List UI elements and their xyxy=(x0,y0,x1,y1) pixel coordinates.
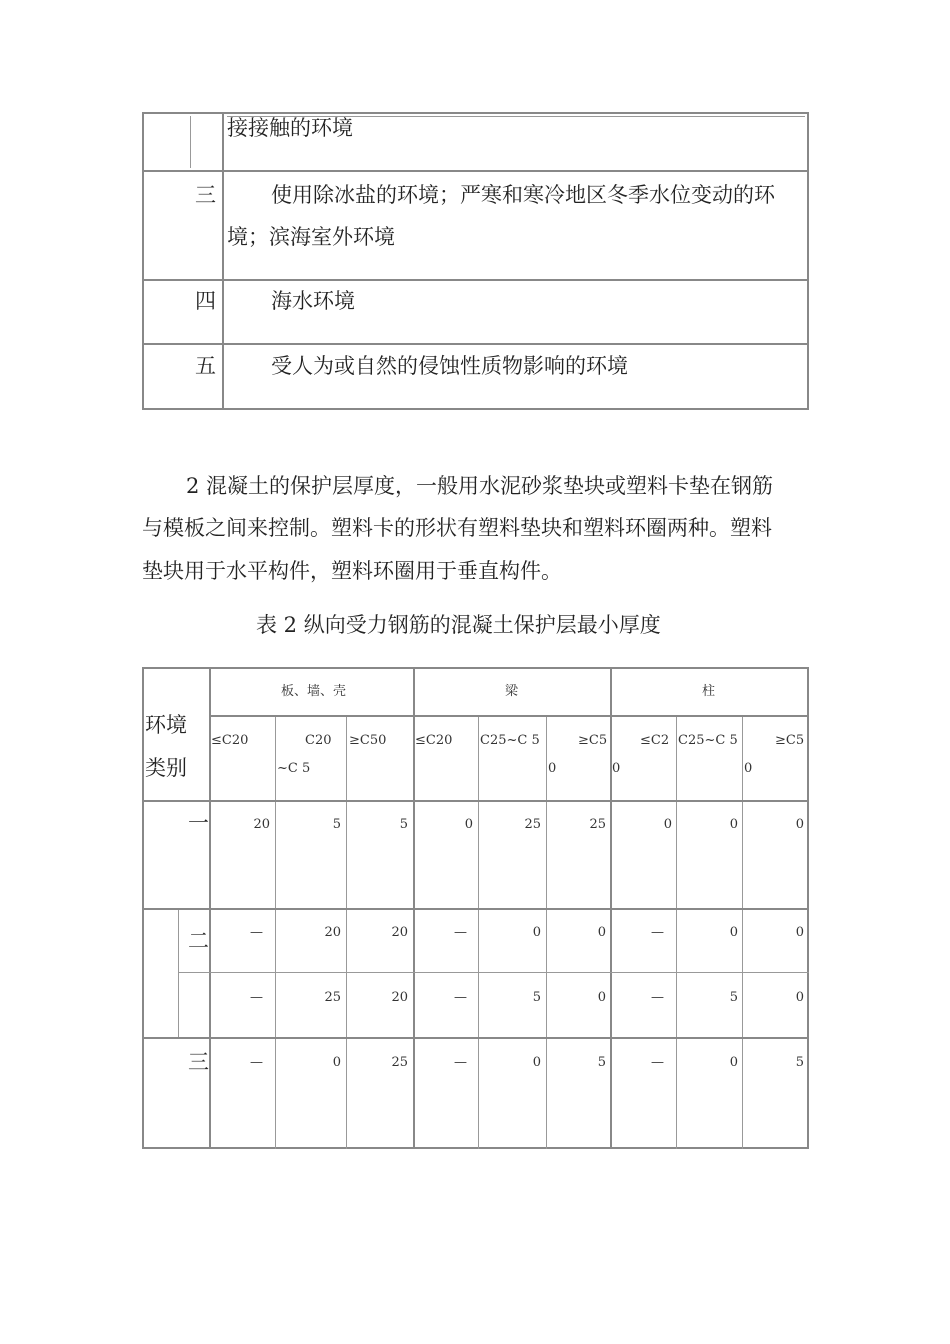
table2-divider xyxy=(742,716,743,1149)
subheader: ≤C2 xyxy=(640,733,670,748)
subheader: ≥C5 xyxy=(775,733,805,748)
table2-divider xyxy=(142,908,809,910)
table2-divider xyxy=(478,716,479,1149)
table-cell-value: 5 xyxy=(597,1055,606,1070)
table-cell-value: — xyxy=(250,990,263,1005)
table-cell-value: 5 xyxy=(332,817,341,832)
table-cell-value: 5 xyxy=(532,990,541,1005)
table-cell-value: — xyxy=(651,925,664,940)
row-class-label: 一 xyxy=(188,811,209,835)
paragraph-line: 与模板之间来控制。塑料卡的形状有塑料垫块和塑料环圈两种。塑料 xyxy=(142,516,772,540)
table1-row2-class: 三 xyxy=(195,183,216,207)
table2-divider xyxy=(346,716,347,1149)
table1-divider xyxy=(142,170,809,172)
table2-divider xyxy=(142,800,809,802)
table-cell-value: 0 xyxy=(795,817,804,832)
subheader: ≥C50 xyxy=(349,733,387,748)
table1-row4-desc: 受人为或自然的侵蚀性质物影响的环境 xyxy=(271,354,628,378)
row-class-label: 二 xyxy=(188,929,209,953)
table-cell-value: 0 xyxy=(729,817,738,832)
table2-divider xyxy=(142,1037,809,1039)
subheader: 0 xyxy=(744,761,753,776)
subheader: ≤C20 xyxy=(415,733,453,748)
table-cell-value: 20 xyxy=(324,925,341,940)
table1-divider xyxy=(142,279,809,281)
table-cell-value: — xyxy=(454,990,467,1005)
table-cell-value: 0 xyxy=(729,1055,738,1070)
table-cell-value: 0 xyxy=(795,990,804,1005)
table-cell-value: 25 xyxy=(524,817,541,832)
table-cell-value: — xyxy=(651,1055,664,1070)
table1-row3-class: 四 xyxy=(195,289,216,313)
table-cell-value: 20 xyxy=(391,925,408,940)
table2-divider xyxy=(178,910,179,1037)
table-cell-value: 0 xyxy=(663,817,672,832)
table1-divider xyxy=(142,343,809,345)
group-header-column: 柱 xyxy=(702,684,716,699)
subheader: 0 xyxy=(548,761,557,776)
table-cell-value: 25 xyxy=(324,990,341,1005)
table-cell-value: 5 xyxy=(399,817,408,832)
paragraph-line: 垫块用于水平构件，塑料环圈用于垂直构件。 xyxy=(142,559,562,583)
table-cell-value: 0 xyxy=(532,925,541,940)
table-cell-value: — xyxy=(651,990,664,1005)
table-cell-value: 25 xyxy=(391,1055,408,1070)
table1-divider xyxy=(222,112,224,410)
subheader: ~C 5 xyxy=(277,761,311,776)
subheader: ≤C20 xyxy=(211,733,249,748)
table-cell-value: 5 xyxy=(729,990,738,1005)
table2-divider xyxy=(275,716,276,1149)
subheader: C25~C 5 xyxy=(678,733,738,748)
table-cell-value: 0 xyxy=(597,925,606,940)
group-header-beam: 梁 xyxy=(505,684,519,699)
table-cell-value: 0 xyxy=(464,817,473,832)
env-class-header: 类别 xyxy=(145,756,187,780)
table-cell-value: — xyxy=(250,1055,263,1070)
table2-divider xyxy=(209,715,809,717)
table-cell-value: — xyxy=(454,925,467,940)
table1-row2-desc-cont: 境；滨海室外环境 xyxy=(227,225,395,249)
table-cell-value: 20 xyxy=(391,990,408,1005)
table2-divider xyxy=(676,716,677,1149)
table-cell-value: 20 xyxy=(253,817,270,832)
row-class-label: 三 xyxy=(188,1050,209,1074)
paragraph-line: 2 混凝土的保护层厚度，一般用水泥砂浆垫块或塑料卡垫在钢筋 xyxy=(186,474,774,498)
table1-row1-desc: 接接触的环境 xyxy=(227,116,353,140)
subheader: ≥C5 xyxy=(578,733,608,748)
table1-row2-desc: 使用除冰盐的环境；严寒和寒冷地区冬季水位变动的环 xyxy=(271,183,775,207)
table2-divider xyxy=(546,716,547,1149)
table-cell-value: 5 xyxy=(795,1055,804,1070)
table-cell-value: 0 xyxy=(597,990,606,1005)
table-cell-value: 0 xyxy=(332,1055,341,1070)
table1-row3-desc: 海水环境 xyxy=(271,289,355,313)
table1-divider xyxy=(190,116,191,168)
table-cell-value: 0 xyxy=(795,925,804,940)
group-header-slab: 板、墙、壳 xyxy=(281,684,347,699)
env-class-header: 环境 xyxy=(145,713,187,737)
table-cell-value: — xyxy=(454,1055,467,1070)
table-cell-value: 0 xyxy=(729,925,738,940)
subheader: C25~C 5 xyxy=(480,733,540,748)
subheader: C20 xyxy=(305,733,332,748)
table-cell-value: 25 xyxy=(589,817,606,832)
table-cell-value: — xyxy=(250,925,263,940)
table1-row4-class: 五 xyxy=(195,354,216,378)
subheader: 0 xyxy=(612,761,621,776)
table2-divider xyxy=(178,972,809,973)
table2-caption: 表 2 纵向受力钢筋的混凝土保护层最小厚度 xyxy=(256,613,661,637)
table-cell-value: 0 xyxy=(532,1055,541,1070)
